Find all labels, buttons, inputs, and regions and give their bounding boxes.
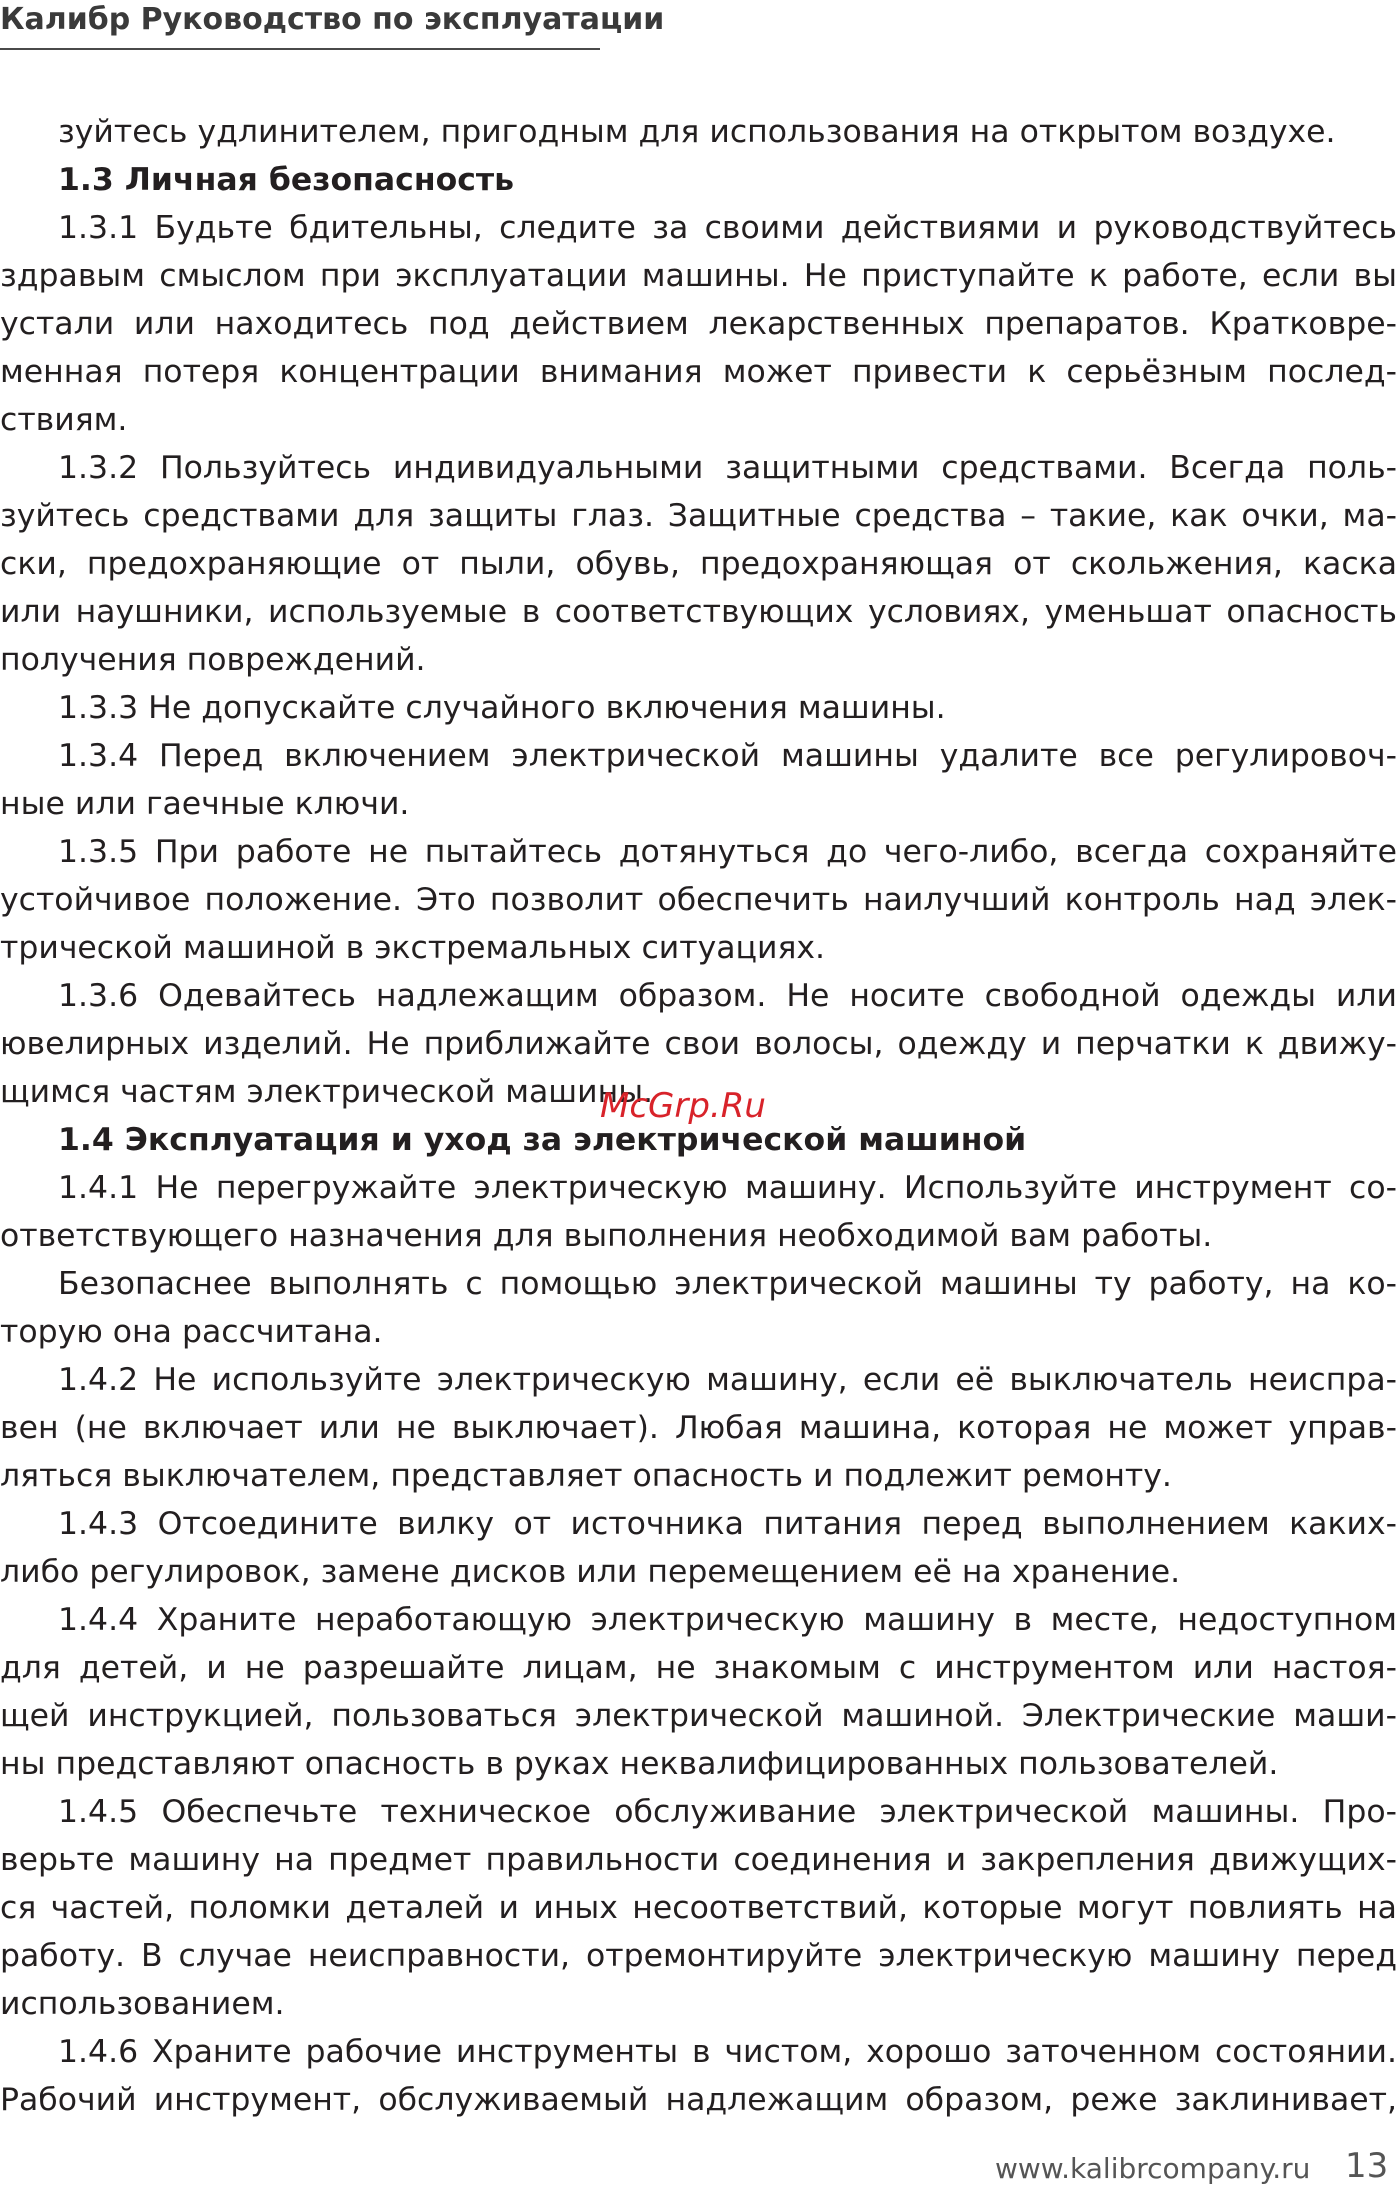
text-line: 1.3.6 Одевайтесь надлежащим образом. Не носите свободной одежды или: [58, 978, 1397, 1014]
section-heading-1-3: 1.3 Личная безопасность: [58, 162, 515, 198]
page-number: 13: [1345, 2146, 1389, 2186]
text-line: менная потеря концентрации внимания может привести к серьёзным послед-: [0, 354, 1397, 390]
text-line: работу. В случае неисправности, отремонтируйте электрическую машину перед: [0, 1938, 1397, 1974]
text-line: 1.3.1 Будьте бдительны, следите за своими действиями и руководствуйтесь: [58, 210, 1397, 246]
text-line: торую она рассчитана.: [0, 1314, 383, 1350]
text-line: 1.3.5 При работе не пытайтесь дотянуться до чего-либо, всегда сохраняйте: [58, 834, 1397, 870]
header-divider: [0, 48, 600, 50]
text-line: щимся частям электрической машины.: [0, 1074, 654, 1110]
text-line: ответствующего назначения для выполнения необходимой вам работы.: [0, 1218, 1213, 1254]
text-line: 1.4.2 Не используйте электрическую машину, если её выключатель неиспра-: [58, 1362, 1397, 1398]
text-line: 1.4.5 Обеспечьте техническое обслуживание электрической машины. Про-: [58, 1794, 1397, 1830]
text-line: 1.4.3 Отсоедините вилку от источника питания перед выполнением каких-: [58, 1506, 1397, 1542]
text-line: зуйтесь удлинителем, пригодным для использования на открытом воздухе.: [58, 114, 1336, 150]
text-line: ные или гаечные ключи.: [0, 786, 410, 822]
section-heading-1-4: 1.4 Эксплуатация и уход за электрической машиной: [58, 1122, 1027, 1158]
text-line: ски, предохраняющие от пыли, обувь, предохраняющая от скольжения, каска: [0, 546, 1397, 582]
text-line: получения повреждений.: [0, 642, 426, 678]
text-line: использованием.: [0, 1986, 285, 2022]
text-line: ны представляют опасность в руках неквалифицированных пользователей.: [0, 1746, 1279, 1782]
text-line: вен (не включает или не выключает). Любая машина, которая не может управ-: [0, 1410, 1397, 1446]
text-line: ствиям.: [0, 402, 128, 438]
text-line: или наушники, используемые в соответствующих условиях, уменьшат опасность: [0, 594, 1397, 630]
text-line: устойчивое положение. Это позволит обеспечить наилучший контроль над элек-: [0, 882, 1397, 918]
running-header-title: Калибр Руководство по эксплуатации: [0, 2, 665, 37]
text-line: 1.3.3 Не допускайте случайного включения машины.: [58, 690, 946, 726]
text-line: 1.4.1 Не перегружайте электрическую машину. Используйте инструмент со-: [58, 1170, 1397, 1206]
text-line: верьте машину на предмет правильности соединения и закрепления движущих-: [0, 1842, 1397, 1878]
watermark: McGrp.Ru: [600, 1086, 766, 1126]
text-line: устали или находитесь под действием лекарственных препаратов. Кратковре-: [0, 306, 1397, 342]
text-line: либо регулировок, замене дисков или перемещением её на хранение.: [0, 1554, 1181, 1590]
text-line: 1.3.4 Перед включением электрической машины удалите все регулировоч-: [58, 738, 1397, 774]
text-line: Рабочий инструмент, обслуживаемый надлежащим образом, реже заклинивает,: [0, 2082, 1397, 2118]
footer-url: www.kalibrcompany.ru: [995, 2152, 1311, 2185]
text-line: щей инструкцией, пользоваться электрической машиной. Электрические маши-: [0, 1698, 1397, 1734]
text-line: 1.4.4 Храните неработающую электрическую машину в месте, недоступном: [58, 1602, 1397, 1638]
text-line: 1.3.2 Пользуйтесь индивидуальными защитными средствами. Всегда поль-: [58, 450, 1397, 486]
text-line: ся частей, поломки деталей и иных несоответствий, которые могут повлиять на: [0, 1890, 1397, 1926]
text-line: ювелирных изделий. Не приближайте свои волосы, одежду и перчатки к движу-: [0, 1026, 1397, 1062]
text-line: здравым смыслом при эксплуатации машины. Не приступайте к работе, если вы: [0, 258, 1397, 294]
text-line: зуйтесь средствами для защиты глаз. Защитные средства – такие, как очки, ма-: [0, 498, 1397, 534]
text-line: Безопаснее выполнять с помощью электрической машины ту работу, на ко-: [58, 1266, 1397, 1302]
text-line: ляться выключателем, представляет опасность и подлежит ремонту.: [0, 1458, 1172, 1494]
text-line: трической машиной в экстремальных ситуациях.: [0, 930, 826, 966]
text-line: 1.4.6 Храните рабочие инструменты в чистом, хорошо заточенном состоянии.: [58, 2034, 1397, 2070]
text-line: для детей, и не разрешайте лицам, не знакомым с инструментом или настоя-: [0, 1650, 1397, 1686]
